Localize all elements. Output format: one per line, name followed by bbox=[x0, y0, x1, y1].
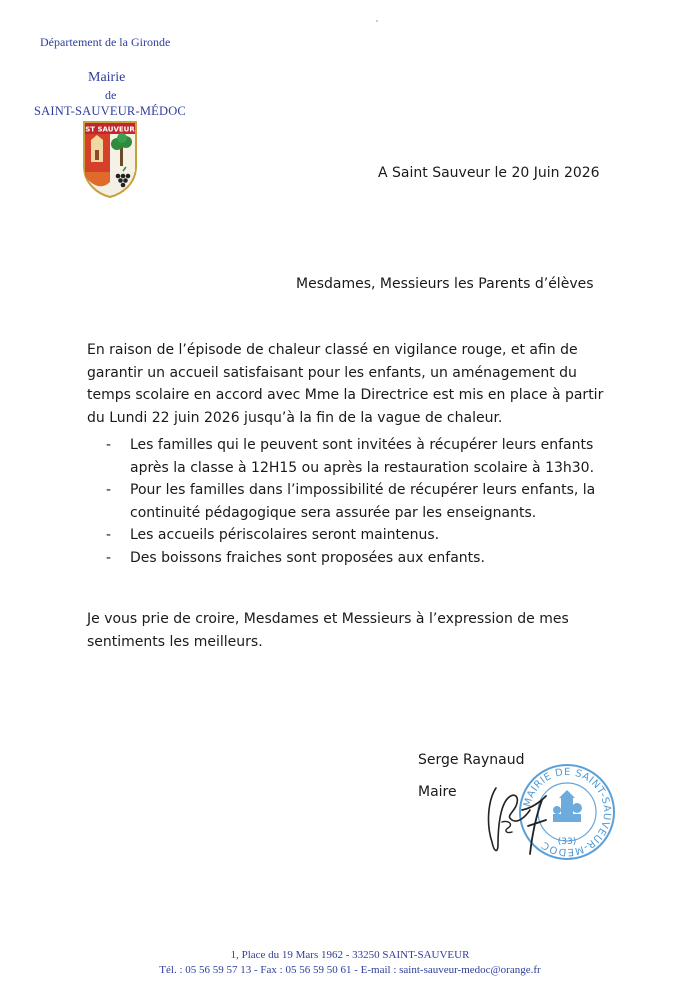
svg-text:(33): (33) bbox=[557, 837, 577, 847]
list-item-text: Pour les familles dans l’impossibilité de récupérer leurs enfants, la continuité pédagogique sera assurée par les enseignants. bbox=[130, 482, 596, 521]
footer-contact: Tél. : 05 56 59 57 13 - Fax : 05 56 59 50 61 - E-mail : saint-sauveur-medoc@orange.fr bbox=[159, 964, 541, 976]
bullet-dash: - bbox=[106, 482, 112, 498]
list-item-text: Des boissons fraiches sont proposées aux enfants. bbox=[130, 549, 485, 566]
coat-of-arms-icon bbox=[82, 120, 138, 198]
svg-text:MAIRIE DE SAINT-SAUVEUR-MÉDOC: MAIRIE DE SAINT-SAUVEUR-MÉDOC bbox=[522, 766, 613, 858]
footer-address: 1, Place du 19 Mars 1962 - 33250 SAINT-SAUVEUR bbox=[230, 949, 470, 961]
list-item bbox=[106, 524, 626, 547]
bullet-dash: - bbox=[106, 437, 112, 453]
bullet-dash: - bbox=[106, 549, 112, 566]
handwritten-signature-icon bbox=[478, 780, 560, 860]
signer-title: Maire bbox=[418, 784, 457, 800]
intro-paragraph: En raison de l’épisode de chaleur classé en vigilance rouge, et afin de garantir un accueil satisfaisant pour les enfants, un aménagement du temps scolaire en accord avec Mme la Directrice est mis en place à partir du Lundi 22 juin 2026 jusqu’à la fin de la vague de chaleur. bbox=[87, 342, 604, 426]
list-item bbox=[106, 434, 626, 479]
svg-text:ST SAUVEUR: ST SAUVEUR bbox=[85, 125, 135, 134]
closing-paragraph: Je vous prie de croire, Mesdames et Messieurs à l’expression de mes sentiments les meilleurs. bbox=[87, 611, 569, 650]
date-line: A Saint Sauveur le 20 Juin 2026 bbox=[378, 165, 600, 181]
department-label: Département de la Gironde bbox=[40, 35, 171, 49]
mairie-label: Mairie bbox=[88, 70, 126, 85]
list-item-text: Les familles qui le peuvent sont invitées à récupérer leurs enfants après la classe à 12H15 ou après la restauration scolaire à 13h30. bbox=[130, 437, 595, 476]
scan-speck bbox=[376, 20, 378, 22]
list-item-text: Les accueils périscolaires seront maintenus. bbox=[130, 527, 440, 543]
list-item bbox=[106, 479, 626, 524]
measures-list bbox=[106, 434, 626, 569]
signer-name: Serge Raynaud bbox=[418, 752, 525, 768]
de-label: de bbox=[105, 88, 117, 102]
salutation: Mesdames, Messieurs les Parents d’élèves bbox=[296, 276, 594, 292]
list-item bbox=[106, 547, 626, 570]
bullet-dash: - bbox=[106, 527, 112, 543]
town-name: SAINT-SAUVEUR-MÉDOC bbox=[34, 104, 186, 118]
